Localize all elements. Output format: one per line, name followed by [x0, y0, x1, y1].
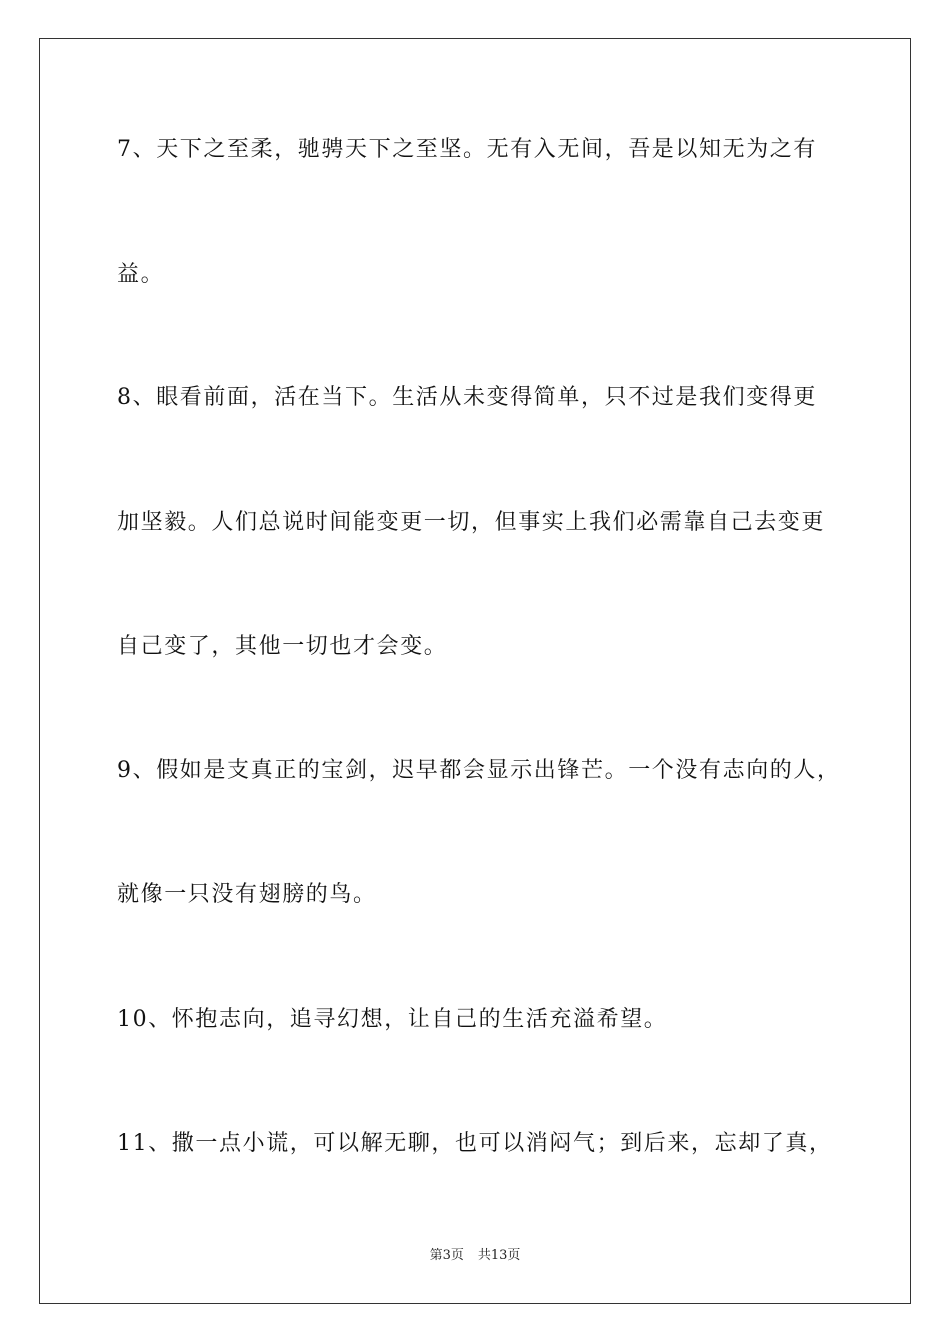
text-line: 就像一只没有翅膀的鸟。: [117, 882, 377, 907]
page-number: 第3页: [429, 1248, 464, 1263]
text-line: 11、撒一点小谎，可以解无聊，也可以消闷气；到后来，忘却了真，: [117, 1131, 833, 1156]
text-line: 9、假如是支真正的宝剑，迟早都会显示出锋芒。一个没有志向的人，: [117, 758, 841, 783]
text-line: 10、怀抱志向，追寻幻想，让自己的生活充溢希望。: [117, 1007, 668, 1032]
text-line: 益。: [117, 262, 165, 287]
page-frame: [39, 38, 911, 1304]
total-pages: 共13页: [477, 1248, 521, 1263]
text-line: 自己变了，其他一切也才会变。: [117, 634, 448, 659]
page-footer: [0, 1247, 950, 1265]
text-line: 加坚毅。人们总说时间能变更一切，但事实上我们必需靠自己去变更: [117, 510, 826, 535]
text-line: 7、天下之至柔，驰骋天下之至坚。无有入无间，吾是以知无为之有: [117, 137, 817, 162]
text-line: 8、眼看前面，活在当下。生活从未变得简单，只不过是我们变得更: [117, 385, 817, 410]
